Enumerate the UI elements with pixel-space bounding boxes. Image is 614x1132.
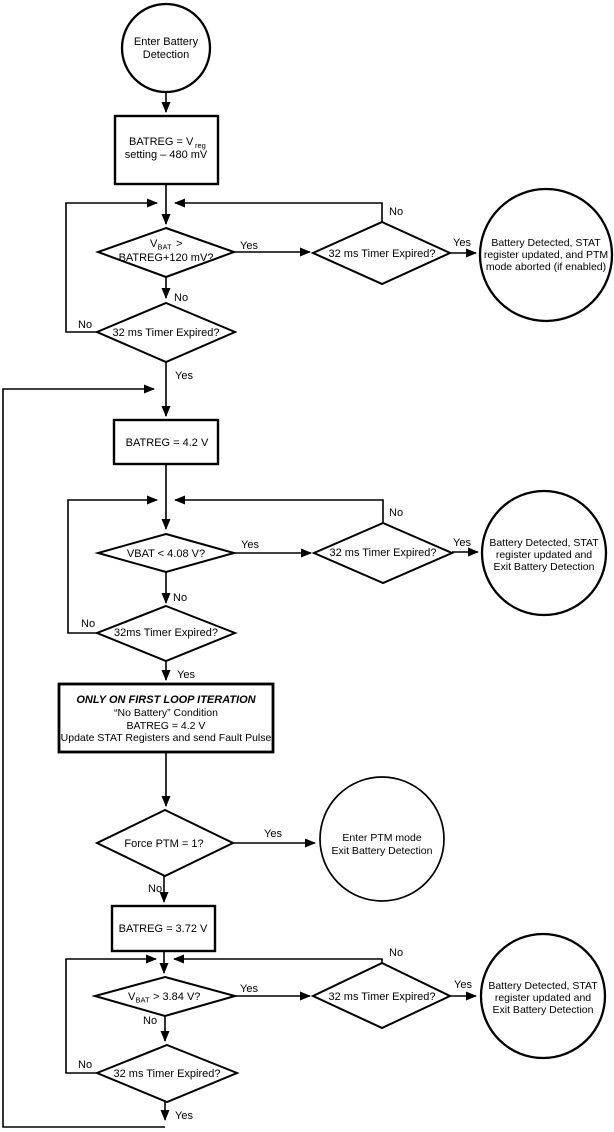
- end-exit-b-text-2: register updated and: [494, 992, 592, 1004]
- label-no-timer-a-right: No: [389, 206, 404, 218]
- edge-timer-c-right-no-loop: [174, 959, 382, 963]
- vbat-gt-batreg-text-2: BATREG+120 mV?: [118, 252, 214, 264]
- label-yes-timer-c-right: Yes: [454, 979, 472, 991]
- end-ptm-aborted-text-2: register updated, and PTM: [483, 249, 609, 261]
- timer-a-right-text: 32 ms Timer Expired?: [328, 248, 436, 260]
- edge-timer-a-right-no-loop: [175, 203, 382, 222]
- batreg-vreg-text-sub: reg: [195, 141, 206, 150]
- label-no-force-ptm: No: [148, 883, 163, 895]
- batreg-vreg-text-2: setting – 480 mV: [124, 149, 208, 161]
- start-circle: [122, 4, 210, 92]
- enter-ptm-text-2: Exit Battery Detection: [331, 845, 433, 857]
- first-loop-title: ONLY ON FIRST LOOP ITERATION: [76, 694, 256, 706]
- start-circle-text-2: Detection: [142, 49, 190, 61]
- first-loop-text-1: “No Battery” Condition: [114, 707, 218, 719]
- timer-c-text: 32 ms Timer Expired?: [113, 1068, 221, 1080]
- vbat-gt-384-text-pre: V: [128, 991, 136, 1003]
- timer-a-text: 32 ms Timer Expired?: [112, 327, 220, 339]
- vbat-gt-384-text-post: > 3.84 V?: [153, 991, 201, 1003]
- vbat-lt-408-text: VBAT < 4.08 V?: [126, 548, 206, 560]
- batreg-42-text: BATREG = 4.2 V: [125, 437, 209, 449]
- label-no-timer-c-right: No: [389, 947, 404, 959]
- end-exit-b-text-3: Exit Battery Detection: [492, 1004, 594, 1016]
- label-yes-force-ptm: Yes: [264, 828, 282, 840]
- end-exit-a-text-1: Battery Detected, STAT: [489, 537, 599, 549]
- label-no-timer-b-left: No: [81, 618, 96, 630]
- batreg-372-text: BATREG = 3.72 V: [118, 923, 208, 935]
- label-yes-d3: Yes: [241, 539, 259, 551]
- label-yes-d1: Yes: [240, 240, 258, 252]
- label-yes-timer-c: Yes: [175, 1110, 193, 1122]
- end-ptm-aborted-text-3: mode aborted (if enabled): [485, 261, 607, 273]
- end-exit-a-text-2: register updated and: [495, 549, 593, 561]
- vbat-gt-batreg-text-pre: V: [150, 238, 158, 250]
- label-yes-timer-b: Yes: [177, 669, 195, 681]
- vbat-gt-batreg-text-post: >: [176, 238, 183, 250]
- vbat-gt-batreg-text-sub: BAT: [157, 242, 172, 252]
- end-ptm-aborted-text-1: Battery Detected, STAT: [491, 237, 601, 249]
- label-yes-timer-a: Yes: [175, 370, 193, 382]
- timer-c-right-text: 32 ms Timer Expired?: [328, 991, 436, 1003]
- end-exit-b-text-1: Battery Detected, STAT: [488, 980, 598, 992]
- label-no-timer-a-left: No: [78, 319, 93, 331]
- force-ptm-text: Force PTM = 1?: [124, 838, 204, 850]
- vbat-gt-384-text-sub: BAT: [135, 995, 150, 1005]
- enter-ptm-text-1: Enter PTM mode: [342, 832, 422, 844]
- label-no-timer-c-left: No: [78, 1059, 93, 1071]
- label-no-d3: No: [173, 592, 188, 604]
- label-no-d1: No: [174, 292, 189, 304]
- first-loop-text-2: BATREG = 4.2 V: [126, 720, 206, 732]
- edge-timer-b-right-no-loop: [175, 500, 383, 523]
- label-yes-d6: Yes: [240, 983, 258, 995]
- end-exit-a-text-3: Exit Battery Detection: [493, 561, 595, 573]
- label-yes-timer-a-right: Yes: [453, 237, 471, 249]
- timer-b-right-text: 32 ms Timer Expired?: [329, 547, 437, 559]
- label-yes-timer-b-right: Yes: [453, 537, 471, 549]
- timer-b-text: 32ms Timer Expired?: [114, 627, 218, 639]
- first-loop-text-3: Update STAT Registers and send Fault Pulse: [60, 732, 272, 744]
- label-no-timer-b-right: No: [389, 507, 404, 519]
- start-circle-text-1: Enter Battery: [133, 36, 199, 48]
- label-no-d6: No: [143, 1015, 158, 1027]
- batreg-vreg-text-pre: BATREG = V: [129, 136, 194, 148]
